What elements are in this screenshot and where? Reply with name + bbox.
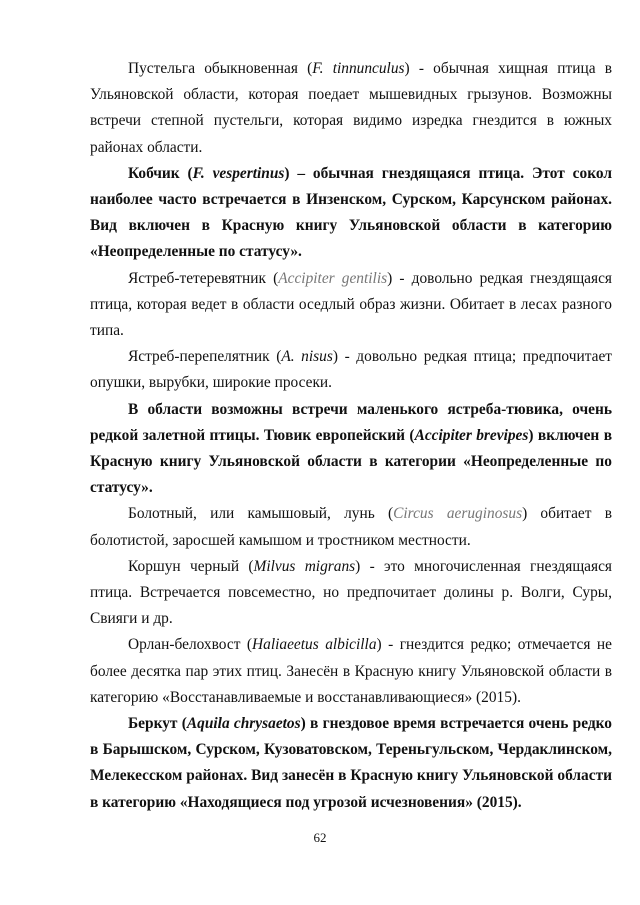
species-latin-name: Accipiter brevipes (414, 426, 529, 444)
species-latin-name: Circus aeruginosus (393, 505, 523, 523)
paragraph (90, 711, 612, 816)
body-text (90, 56, 612, 816)
paragraph-text: Ястреб-тетеревятник ( (128, 269, 279, 287)
paragraph-text: ) - обычная хищная птица в Ульяновской области, которая поедает мышевидных грызунов. Возможны встречи степной пустельги, которая видимо изредка гнездится в южных районах области. (90, 60, 612, 156)
paragraph-text: ) - гнездится редко; отмечается не более десятка пар этих птиц. Занесён в Красную книгу Ульяновской области в категорию «Восстанавливаемые и восстанавливающиеся» (2015). (90, 636, 612, 706)
paragraph (90, 344, 612, 396)
paragraph-text: Орлан-белохвост ( (128, 636, 253, 654)
paragraph-text: Коршун черный ( (128, 557, 254, 575)
paragraph (90, 397, 612, 502)
species-latin-name: Accipiter gentilis (278, 269, 388, 287)
paragraph-text: В области возможны встречи маленького ястреба-тювика, очень редкой залетной птицы. Тювик европейский ( (90, 400, 612, 444)
paragraph-text: ) - это многочисленная гнездящаяся птица. Встречается повсеместно, но предпочитает долины р. Волги, Суры, Свияги и др. (90, 557, 613, 628)
species-latin-name: Haliaeetus albicilla (252, 636, 377, 654)
paragraph-text: ) обитает в болотистой, заросшей камышом и тростником местности. (90, 505, 612, 549)
paragraph-text: Пустельга обыкновенная ( (128, 60, 313, 77)
species-latin-name: A. nisus (281, 348, 333, 366)
paragraph-text: Кобчик ( (128, 164, 193, 182)
paragraph (90, 632, 612, 711)
paragraph-text: Болотный, или камышовый, лунь ( (128, 505, 394, 523)
species-latin-name: F. vespertinus (192, 164, 285, 182)
paragraph-text: Ястреб-перепелятник ( (128, 348, 282, 366)
paragraph (90, 161, 612, 266)
paragraph-text: ) – обычная гнездящаяся птица. Этот сокол наиболее часто встречается в Инзенском, Сурском, Карсунском районах. Вид включен в Красную книгу Ульяновской области в категорию «Неопределенные по статусу». (90, 164, 613, 261)
paragraph-text: Беркут ( (128, 715, 187, 733)
paragraph (90, 56, 612, 161)
species-latin-name: Milvus migrans (253, 557, 356, 575)
paragraph-text: ) включен в Красную книгу Ульяновской области в категории «Неопределенные по статусу». (90, 426, 613, 497)
page-number: 62 (313, 830, 327, 845)
paragraph-text: ) - довольно редкая гнездящаяся птица, которая ведет в области оседлый образ жизни. Обитает в лесах разного типа. (90, 269, 612, 340)
paragraph (90, 554, 612, 633)
paragraph (90, 501, 612, 553)
paragraph (90, 266, 612, 345)
paragraph-text: ) в гнездовое время встречается очень редко в Барышском, Сурском, Кузоватовском, Тереньгульском, Чердаклинском, Мелекесском районах. Вид занесён в Красную книгу Ульяновской области в категорию «Находящиеся под угрозой исчезновения» (2015). (90, 715, 612, 811)
paragraph-text: ) - довольно редкая птица; предпочитает опушки, вырубки, широкие просеки. (90, 348, 613, 392)
species-latin-name: Aquila chrysaetos (186, 715, 301, 733)
species-latin-name: F. tinnunculus (312, 60, 405, 77)
